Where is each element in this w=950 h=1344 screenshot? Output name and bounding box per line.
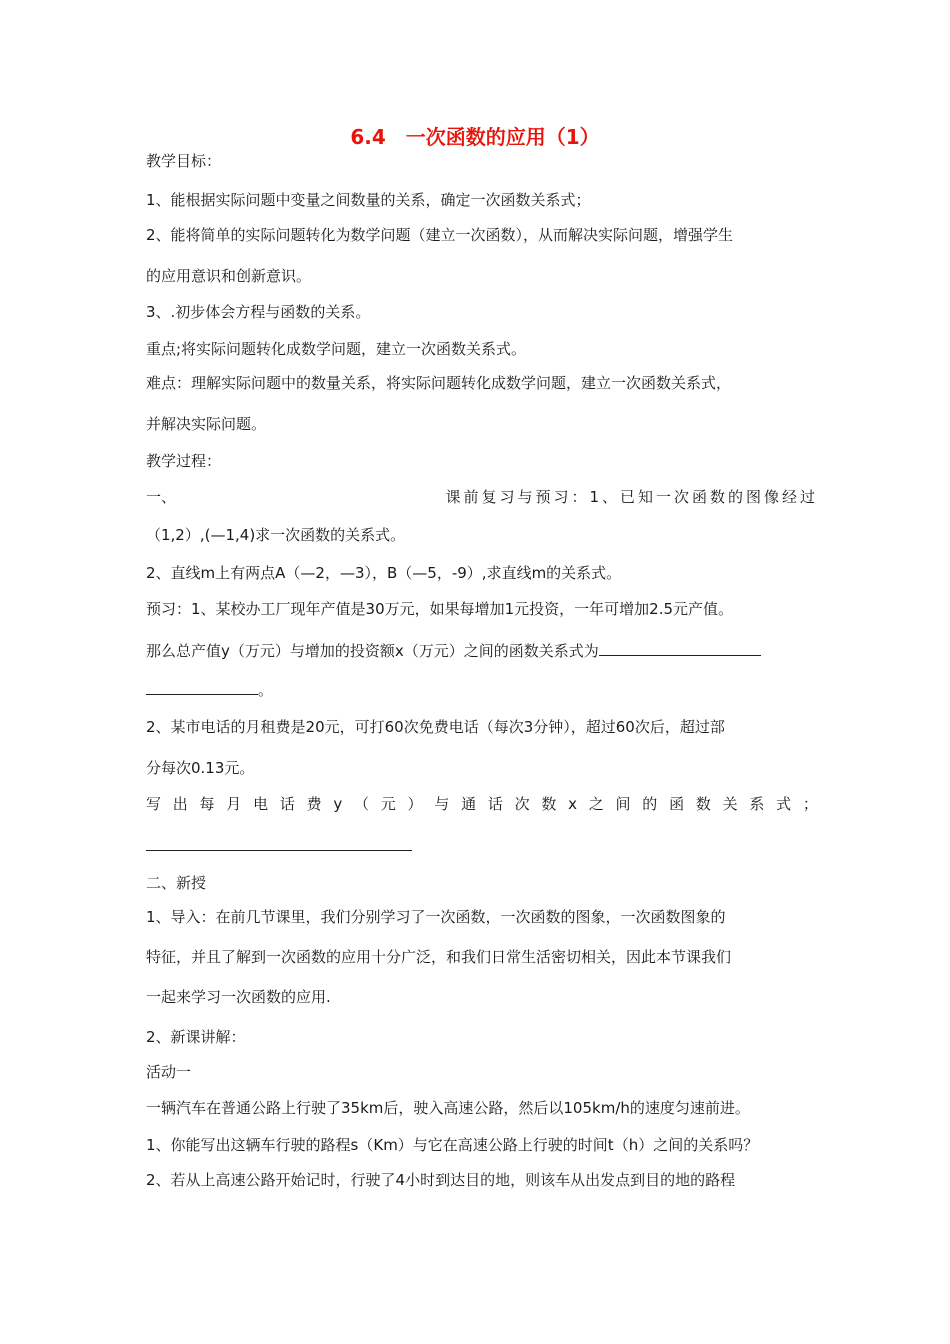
spread-char: 电 bbox=[253, 795, 269, 813]
spread-char: 话 bbox=[487, 795, 503, 813]
spread-char: x bbox=[568, 795, 578, 813]
preview-2-line-1: 2、某市电话的月租费是20元，可打60次免费电话（每次3分钟），超过60次后，超过部 bbox=[146, 718, 725, 736]
goal-2-line-2: 的应用意识和创新意识。 bbox=[146, 267, 312, 285]
section-1-text: 课前复习与预习：1、已知一次函数的图像经过 bbox=[445, 488, 818, 506]
preview-1-period: 。 bbox=[258, 681, 274, 699]
section-1-line bbox=[146, 486, 818, 508]
spread-char: 数 bbox=[541, 795, 557, 813]
preview-1-line-2 bbox=[146, 639, 761, 662]
process-heading: 教学过程： bbox=[146, 452, 222, 470]
document-title: 6.4 一次函数的应用（1） bbox=[350, 125, 600, 149]
preview-2-line-2: 分每次0.13元。 bbox=[146, 759, 255, 777]
spread-char: （ bbox=[354, 795, 370, 813]
preview-2-line-3 bbox=[146, 793, 818, 815]
spread-char: 每 bbox=[199, 795, 215, 813]
spread-char: 次 bbox=[514, 795, 530, 813]
goal-2-line-1: 2、能将简单的实际问题转化为数学问题（建立一次函数），从而解决实际问题，增强学生 bbox=[146, 226, 734, 244]
spread-char: 与 bbox=[434, 795, 450, 813]
activity-1-heading: 活动一 bbox=[146, 1063, 192, 1081]
spread-char: 式 bbox=[776, 795, 792, 813]
section-1-continuation: （1,2）,(—1,4)求一次函数的关系式。 bbox=[146, 526, 406, 544]
goal-3: 3、.初步体会方程与函数的关系。 bbox=[146, 303, 371, 321]
intro-line-1: 1、导入：在前几节课里，我们分别学习了一次函数，一次函数的图象，一次函数图象的 bbox=[146, 908, 726, 926]
spread-char: 元 bbox=[380, 795, 396, 813]
spread-char: y bbox=[333, 795, 343, 813]
spread-char: 函 bbox=[669, 795, 685, 813]
answer-blank-2[interactable] bbox=[146, 850, 412, 851]
difficulty-line-1: 难点：理解实际问题中的数量关系，将实际问题转化成数学问题，建立一次函数关系式， bbox=[146, 374, 732, 392]
spread-char: 间 bbox=[615, 795, 631, 813]
key-point: 重点;将实际问题转化成数学问题，建立一次函数关系式。 bbox=[146, 340, 527, 358]
section-2-heading: 二、新授 bbox=[146, 874, 207, 892]
new-lesson-heading: 2、新课讲解： bbox=[146, 1028, 246, 1046]
preview-1-prompt: 那么总产值y（万元）与增加的投资额x（万元）之间的函数关系式为 bbox=[146, 642, 599, 660]
car-problem: 一辆汽车在普通公路上行驶了35km后，驶入高速公路，然后以105km/h的速度匀速前进。 bbox=[146, 1099, 750, 1117]
spread-char: 系 bbox=[749, 795, 765, 813]
preview-1-line-3 bbox=[146, 678, 273, 701]
preview-1-line-1: 预习：1、某校办工厂现年产值是30万元，如果每增加1元投资，一年可增加2.5元产值。 bbox=[146, 600, 734, 618]
spread-char: 通 bbox=[461, 795, 477, 813]
spread-char: 月 bbox=[226, 795, 242, 813]
spread-char: 出 bbox=[172, 795, 188, 813]
spread-char: 写 bbox=[146, 795, 162, 813]
question-2: 2、若从上高速公路开始记时，行驶了4小时到达目的地，则该车从出发点到目的地的路程 bbox=[146, 1171, 736, 1189]
spread-char: 之 bbox=[588, 795, 604, 813]
answer-blank-1[interactable] bbox=[599, 639, 761, 656]
goals-heading: 教学目标： bbox=[146, 152, 222, 170]
spread-char: 数 bbox=[695, 795, 711, 813]
spread-char: 费 bbox=[306, 795, 322, 813]
intro-line-3: 一起来学习一次函数的应用. bbox=[146, 988, 331, 1006]
spread-char: 关 bbox=[722, 795, 738, 813]
section-1-number: 一、 bbox=[146, 488, 177, 506]
difficulty-line-2: 并解决实际问题。 bbox=[146, 415, 267, 433]
spread-char: ） bbox=[407, 795, 423, 813]
intro-line-2: 特征，并且了解到一次函数的应用十分广泛，和我们日常生活密切相关，因此本节课我们 bbox=[146, 948, 732, 966]
review-question-2: 2、直线m上有两点A（—2，—3），B（—5，-9）,求直线m的关系式。 bbox=[146, 564, 622, 582]
answer-blank-1-cont[interactable] bbox=[146, 678, 258, 695]
spread-char: 话 bbox=[279, 795, 295, 813]
spread-char: 的 bbox=[642, 795, 658, 813]
spread-char: ； bbox=[802, 795, 818, 813]
goal-1: 1、能根据实际问题中变量之间数量的关系，确定一次函数关系式； bbox=[146, 191, 591, 209]
question-1: 1、你能写出这辆车行驶的路程s（Km）与它在高速公路上行驶的时间t（h）之间的关系吗？ bbox=[146, 1136, 759, 1154]
